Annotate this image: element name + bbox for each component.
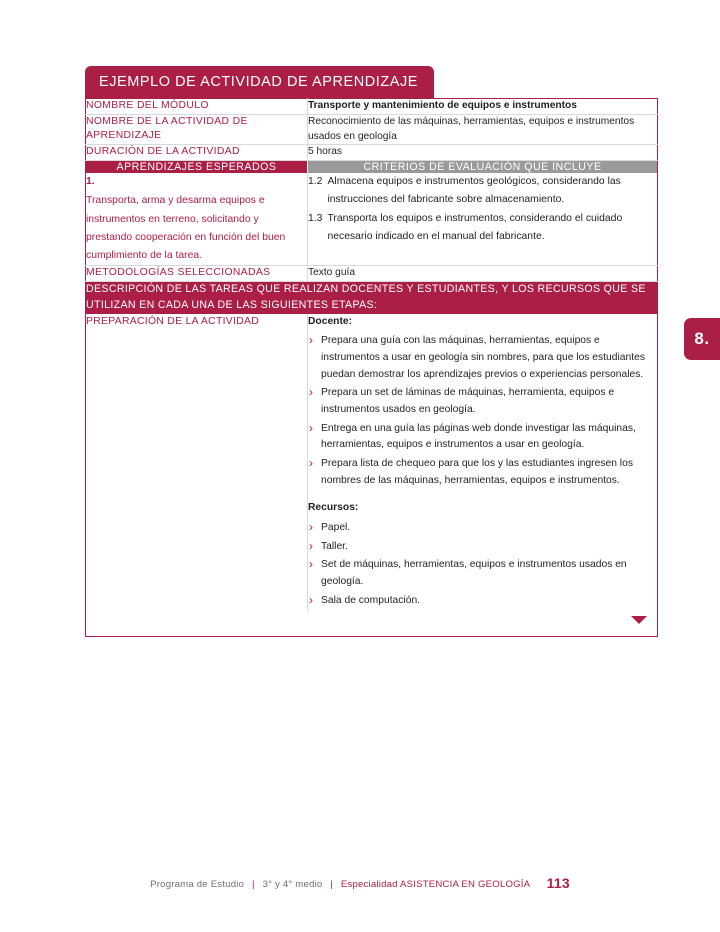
activity-sheet xyxy=(85,66,658,637)
row-value-actividad: Reconocimiento de las máquinas, herramientas, equipos e instrumentos usados en geología xyxy=(308,114,658,145)
criterio-text: Transporta los equipos e instrumentos, considerando el cuidado necesario indicado en el manual del fabricante. xyxy=(327,212,623,242)
row-label-modulo: NOMBRE DEL MÓDULO xyxy=(86,99,308,115)
footer-specialty: ASISTENCIA EN GEOLOGÍA xyxy=(400,879,530,890)
list-item: › Prepara un set de láminas de máquinas, herramienta, equipos e instrumentos usados en geología. xyxy=(308,385,657,418)
page-number: 113 xyxy=(546,875,570,891)
descripcion-tareas-band: DESCRIPCIÓN DE LAS TAREAS QUE REALIZAN DOCENTES Y ESTUDIANTES, Y LOS RECURSOS QUE SE UTILIZAN EN CADA UNA DE LAS SIGUIENTES ETAPAS: xyxy=(86,281,658,313)
row-label-duracion: DURACIÓN DE LA ACTIVIDAD xyxy=(86,145,308,161)
page-title: EJEMPLO DE ACTIVIDAD DE APRENDIZAJE xyxy=(85,66,434,98)
table-row xyxy=(86,99,658,115)
triangle-down-icon xyxy=(631,616,647,624)
criterio-item xyxy=(308,210,657,246)
aprendizaje-numero: 1. xyxy=(86,176,95,188)
list-item: › Set de máquinas, herramientas, equipos e instrumentos usados en geología. xyxy=(308,557,657,590)
row-label-metodologias: METODOLOGÍAS SELECCIONADAS xyxy=(86,266,308,282)
table-row xyxy=(86,611,658,637)
list-item: › Papel. xyxy=(308,520,657,537)
criterios-evaluacion-cell xyxy=(308,173,658,266)
footer-separator: | xyxy=(251,879,255,890)
table-row xyxy=(86,266,658,282)
recursos-heading: Recursos: xyxy=(308,502,359,514)
footer-separator: | xyxy=(330,879,334,890)
etapa-label: PREPARACIÓN DE LA ACTIVIDAD xyxy=(86,314,308,612)
table-header-row xyxy=(86,161,658,174)
aprendizaje-esperado-cell xyxy=(86,173,308,266)
table-row xyxy=(86,173,658,266)
footer-specialty-prefix: Especialidad xyxy=(340,879,398,890)
list-item: › Prepara una guía con las máquinas, herramientas, equipos e instrumentos a usar en geología sin nombres, para que los estudiantes puedan demostrar los aprendizajes previos o experiencias personales. xyxy=(308,333,657,383)
table-header-row xyxy=(86,281,658,313)
row-value-metodologias: Texto guía xyxy=(308,266,658,282)
etapa-body xyxy=(308,314,658,612)
criterio-key: 1.2 xyxy=(308,176,323,188)
docente-list xyxy=(308,333,657,489)
footer-program: Programa de Estudio xyxy=(150,879,245,890)
header-aprendizajes-esperados: APRENDIZAJES ESPERADOS xyxy=(86,161,308,174)
criterio-text: Almacena equipos e instrumentos geológicos, considerando las instrucciones del fabricante sobre almacenamiento. xyxy=(327,176,621,206)
recursos-list xyxy=(308,520,657,609)
footer-level: 3° y 4° medio xyxy=(262,879,323,890)
criterio-item xyxy=(308,173,657,209)
table-row xyxy=(86,114,658,145)
header-criterios-evaluacion: CRITERIOS DE EVALUACIÓN QUE INCLUYE xyxy=(308,161,658,174)
criterio-key: 1.3 xyxy=(308,212,323,224)
row-value-duracion: 5 horas xyxy=(308,145,658,161)
activity-table xyxy=(85,98,658,637)
row-label-actividad: NOMBRE DE LA ACTIVIDAD DE APRENDIZAJE xyxy=(86,114,308,145)
chapter-tab-label: 8. xyxy=(694,329,710,348)
row-value-modulo: Transporte y mantenimiento de equipos e instrumentos xyxy=(308,99,658,115)
list-item: › Prepara lista de chequeo para que los y las estudiantes ingresen los nombres de las máquinas, herramientas, equipos e instrumentos. xyxy=(308,456,657,489)
table-row xyxy=(86,314,658,612)
chapter-tab xyxy=(684,318,720,360)
list-item: › Sala de computación. xyxy=(308,593,657,610)
continuation-cell xyxy=(86,611,658,637)
docente-heading: Docente: xyxy=(308,315,353,327)
table-row xyxy=(86,145,658,161)
list-item: › Entrega en una guía las páginas web donde investigar las máquinas, herramientas, equipos e instrumentos a usar en geología. xyxy=(308,421,657,454)
page-footer xyxy=(0,875,720,891)
list-item: › Taller. xyxy=(308,539,657,556)
aprendizaje-texto: Transporta, arma y desarma equipos e instrumentos en terreno, solicitando y prestando cooperación en función del buen cumplimiento de la tarea. xyxy=(86,195,286,261)
